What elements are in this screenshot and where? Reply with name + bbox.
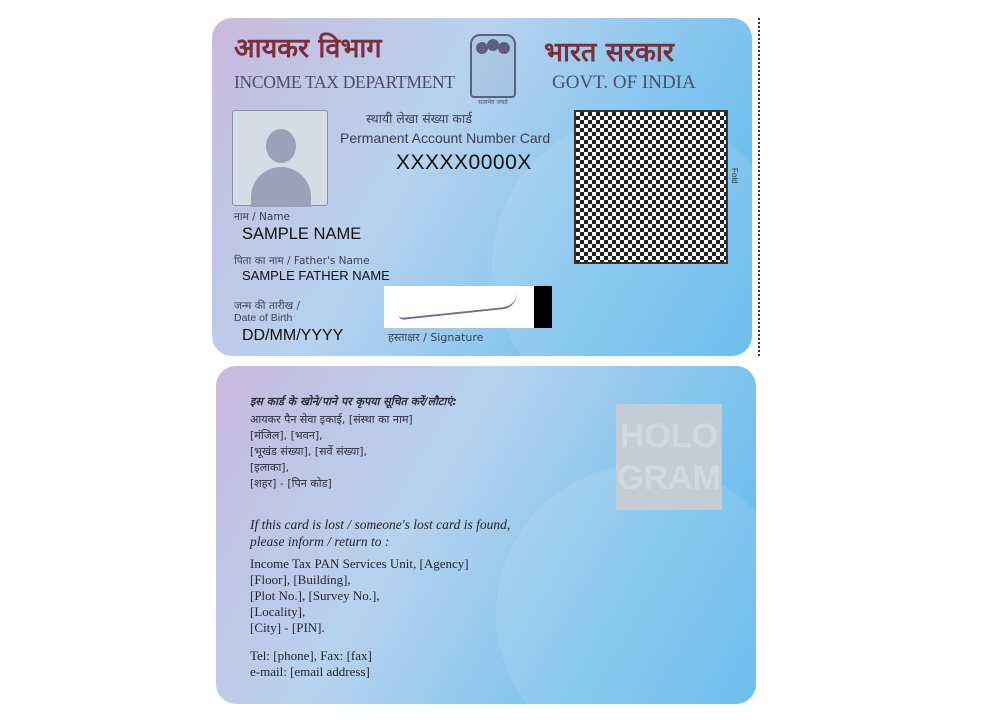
card-title-english: Permanent Account Number Card xyxy=(340,130,551,146)
lost-heading-english: If this card is lost / someone's lost card is found, please inform / return to : xyxy=(250,517,511,549)
lost-heading-hindi: इस कार्ड के खोने/पाने पर कृपया सूचित करें/लौटाएं: xyxy=(250,395,457,408)
card-title-hindi: स्थायी लेखा संख्या कार्ड xyxy=(366,111,472,126)
signature-label: हस्ताक्षर / Signature xyxy=(388,331,484,344)
pan-card-back xyxy=(216,366,756,704)
address-hindi: आयकर पैन सेवा इकाई, [संस्था का नाम] [मंजिल], [भवन], [भूखंड संख्या], [सर्वे संख्या], [इलाका], [शहर] - [पिन कोड] xyxy=(250,413,413,490)
contact-info: Tel: [phone], Fax: [fax] e-mail: [email address] xyxy=(250,648,372,679)
qr-code xyxy=(574,110,728,264)
government-hindi: भारत सरकार xyxy=(544,37,674,68)
hologram-text-top: HOLO xyxy=(619,417,719,455)
hologram-text-bottom: GRAM xyxy=(617,459,721,497)
dob-value: DD/MM/YYYY xyxy=(242,327,344,344)
dob-label-english: Date of Birth xyxy=(234,312,293,324)
signature-image xyxy=(384,286,534,328)
pan-card-front xyxy=(212,18,752,356)
department-hindi: आयकर विभाग xyxy=(234,33,382,64)
name-value: SAMPLE NAME xyxy=(242,225,362,243)
cut-line-divider xyxy=(758,18,760,356)
address-english: Income Tax PAN Services Unit, [Agency] [Floor], [Building], [Plot No.], [Survey No.], [Locality], [City] - [PIN]. xyxy=(250,556,469,635)
department-english: INCOME TAX DEPARTMENT xyxy=(234,72,455,92)
hologram xyxy=(616,404,722,510)
father-name-label: पिता का नाम / Father's Name xyxy=(234,255,370,267)
national-emblem-icon xyxy=(470,34,516,98)
emblem-caption: सत्यमेव जयते xyxy=(478,99,508,106)
name-label: नाम / Name xyxy=(234,211,291,223)
signature-redaction-bar xyxy=(534,286,552,328)
government-english: GOVT. OF INDIA xyxy=(552,72,696,93)
dob-label-hindi: जन्म की तारीख / xyxy=(234,300,301,312)
side-mark: Fold xyxy=(730,168,739,184)
father-name-value: SAMPLE FATHER NAME xyxy=(242,268,390,283)
pan-number: XXXXX0000X xyxy=(396,151,532,174)
cardholder-photo xyxy=(232,110,328,206)
